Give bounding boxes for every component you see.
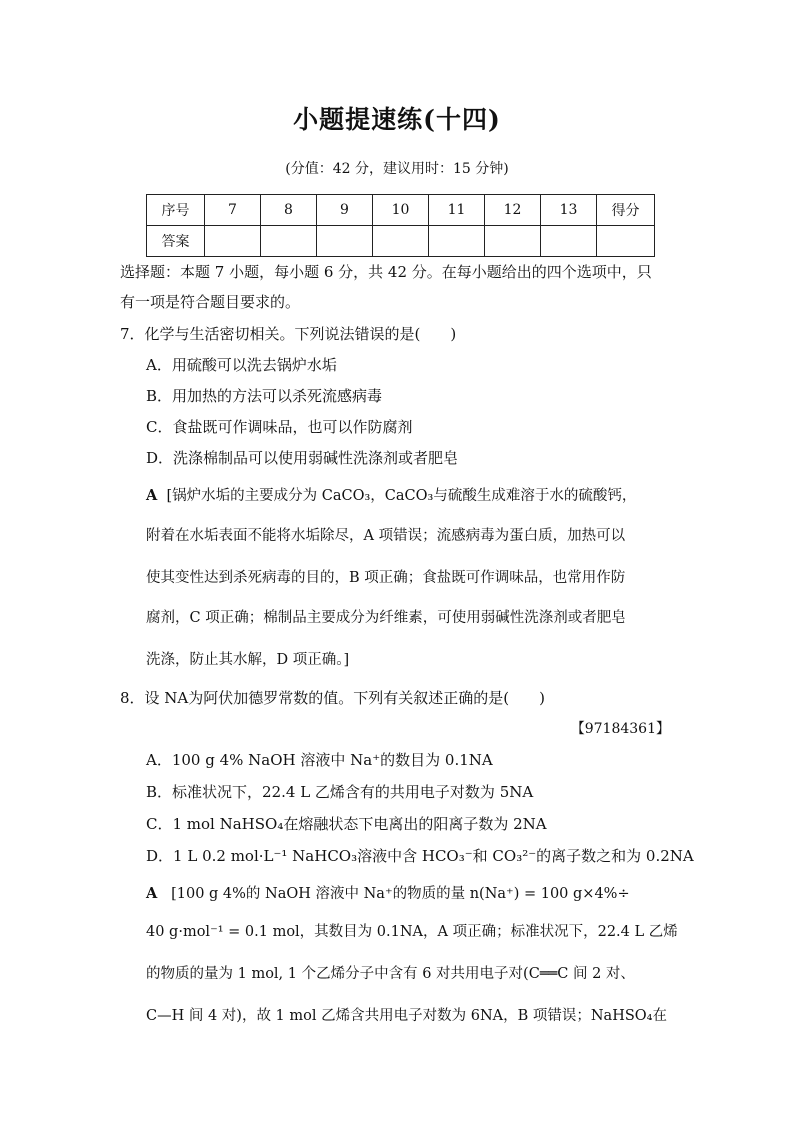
answer-cell[interactable]	[205, 226, 261, 257]
answer-cell[interactable]	[429, 226, 485, 257]
q7-explain-text: [锅炉水垢的主要成分为 CaCO₃，CaCO₃与硫酸生成难溶于水的硫酸钙，	[166, 488, 637, 504]
q8-option-a: A．100 g 4% NaOH 溶液中 Na⁺的数目为 0.1NA	[146, 751, 493, 769]
table-cell: 9	[317, 195, 373, 226]
q8-explain-text: [100 g 4%的 NaOH 溶液中 Na⁺的物质的量 n(Na⁺) = 100 g×4%÷	[171, 886, 630, 902]
table-cell: 11	[429, 195, 485, 226]
table-cell: 10	[373, 195, 429, 226]
table-cell: 答案	[147, 226, 205, 257]
answer-cell[interactable]	[485, 226, 541, 257]
q7-explain-line-3: 使其变性达到杀死病毒的目的，B 项正确；食盐既可作调味品，也常用作防	[146, 570, 626, 586]
q7-option-c: C．食盐既可作调味品，也可以作防腐剂	[146, 418, 413, 436]
table-cell: 12	[485, 195, 541, 226]
q8-explain-line-4: C—H 间 4 对)，故 1 mol 乙烯含共用电子对数为 6NA，B 项错误；NaHSO₄在	[146, 1008, 667, 1024]
q8-option-d: D．1 L 0.2 mol·L⁻¹ NaHCO₃溶液中含 HCO₃⁻和 CO₃²⁻的离子数之和为 0.2NA	[146, 847, 694, 865]
answer-table	[146, 194, 655, 257]
page-subtitle: (分值：42 分，建议用时：15 分钟)	[285, 161, 509, 177]
score-cell[interactable]	[597, 226, 655, 257]
q7-explain-line-5: 洗涤，防止其水解，D 项正确。]	[146, 652, 350, 668]
table-cell: 13	[541, 195, 597, 226]
q7-option-a: A．用硫酸可以洗去锅炉水垢	[146, 356, 337, 374]
q8-stem: 8．设 NA为阿伏加德罗常数的值。下列有关叙述正确的是( )	[120, 689, 545, 707]
q7-answer-letter: A	[146, 487, 158, 504]
table-cell: 7	[205, 195, 261, 226]
q8-explain-line-1	[146, 882, 630, 903]
q7-option-d: D．洗涤棉制品可以使用弱碱性洗涤剂或者肥皂	[146, 449, 459, 467]
intro-line-1: 选择题：本题 7 小题，每小题 6 分，共 42 分。在每小题给出的四个选项中，只	[120, 263, 652, 281]
q7-stem: 7．化学与生活密切相关。下列说法错误的是( )	[120, 325, 457, 343]
table-cell: 得分	[597, 195, 655, 226]
q8-option-b: B．标准状况下，22.4 L 乙烯含有的共用电子对数为 5NA	[146, 783, 534, 801]
intro-line-2: 有一项是符合题目要求的。	[120, 293, 301, 311]
q7-explain-line-1	[146, 484, 636, 505]
answer-cell[interactable]	[373, 226, 429, 257]
answer-cell[interactable]	[317, 226, 373, 257]
table-header-row	[147, 195, 655, 226]
answer-cell[interactable]	[261, 226, 317, 257]
table-cell: 8	[261, 195, 317, 226]
table-answer-row	[147, 226, 655, 257]
q8-answer-letter: A	[146, 885, 158, 902]
answer-cell[interactable]	[541, 226, 597, 257]
q7-option-b: B．用加热的方法可以杀死流感病毒	[146, 387, 383, 405]
q7-explain-line-2: 附着在水垢表面不能将水垢除尽，A 项错误；流感病毒为蛋白质，加热可以	[146, 528, 626, 544]
table-cell: 序号	[147, 195, 205, 226]
q7-explain-line-4: 腐剂，C 项正确；棉制品主要成分为纤维素，可使用弱碱性洗涤剂或者肥皂	[146, 610, 626, 626]
q8-explain-line-2: 40 g·mol⁻¹ = 0.1 mol，其数目为 0.1NA，A 项正确；标准状况下，22.4 L 乙烯	[146, 924, 678, 940]
q8-code: 【97184361】	[570, 721, 670, 737]
q8-option-c: C．1 mol NaHSO₄在熔融状态下电离出的阳离子数为 2NA	[146, 815, 547, 833]
page-title: 小题提速练(十四)	[293, 105, 501, 134]
q8-explain-line-3: 的物质的量为 1 mol, 1 个乙烯分子中含有 6 对共用电子对(C══C 间 2 对、	[146, 966, 635, 982]
